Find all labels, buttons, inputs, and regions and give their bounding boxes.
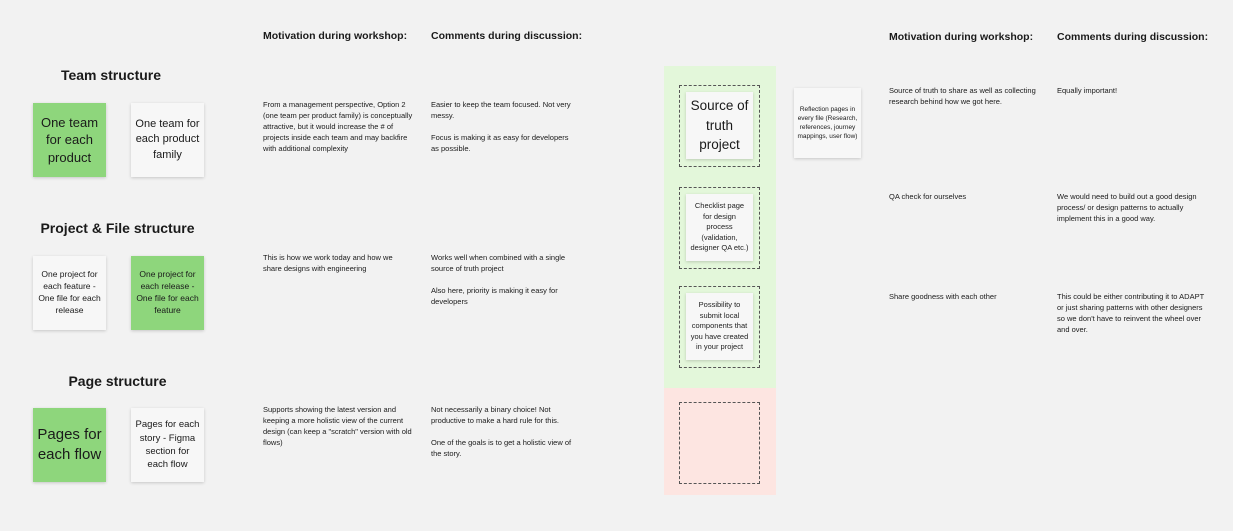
- sticky-note-reflection[interactable]: [794, 88, 861, 158]
- section-title-team-structure: Team structure: [60, 67, 162, 83]
- comments-text: Equally important!: [1057, 86, 1118, 95]
- sticky-note-text: One project for each feature - One file for each release: [38, 269, 101, 315]
- sticky-note-text: One project for each release - One file for each feature: [136, 269, 199, 315]
- sticky-note-text: Reflection pages in every file (Research, references, journey mappings, user flow): [797, 105, 858, 141]
- sticky-note-text: Possibility to submit local components that you have created in your project: [690, 300, 749, 352]
- motivation-text: QA check for ourselves: [889, 192, 967, 201]
- sticky-note-text: One team for each product family: [135, 117, 200, 161]
- motivation-text: This is how we work today and how we share designs with engineering: [263, 253, 393, 273]
- sticky-note-option-b[interactable]: [131, 408, 204, 482]
- motivation-text: From a management perspective, Option 2 (one team per product family) is conceptually attractive, but it would increase the # of projects inside each team and may backfire with additional complexity: [263, 100, 413, 153]
- sticky-note-text: Pages for each story - Figma section for each flow: [135, 419, 200, 471]
- sticky-note-text: One team for each product: [40, 114, 99, 165]
- motivation-text: Supports showing the latest version and keeping a more holistic view of the current design (can keep a "scratch" version with old flows): [263, 405, 412, 447]
- comments-text: This could be either contributing it to ADAPT or just sharing patterns with other designers so we don't have to reinvent the wheel over and over.: [1057, 292, 1205, 334]
- comments-text: Not necessarily a binary choice! Not productive to make a hard rule for this. One of the goals is to get a holistic view of the story.: [431, 405, 572, 458]
- comments-text: Easier to keep the team focused. Not very messy. Focus is making it as easy for developers as possible.: [431, 100, 571, 153]
- sticky-note-option-a[interactable]: [33, 256, 106, 330]
- comments-header: Comments during discussion:: [1057, 31, 1209, 43]
- sticky-note-option-b[interactable]: [131, 103, 204, 177]
- dashed-frame-empty: [679, 402, 760, 484]
- comments-text: Works well when combined with a single source of truth project Also here, priority is making it easy for developers: [431, 253, 566, 306]
- motivation-header: Motivation during workshop:: [263, 30, 408, 42]
- sticky-note-checklist[interactable]: [686, 194, 753, 261]
- sticky-note-text: Checklist page for design process (validation, designer QA etc.): [690, 201, 749, 253]
- sticky-note-option-a[interactable]: [33, 103, 106, 177]
- sticky-note-text: Pages for each flow: [37, 425, 102, 463]
- sticky-note-text: Source of truth project: [690, 98, 749, 153]
- sticky-note-local-components[interactable]: [686, 293, 753, 360]
- motivation-text: Source of truth to share as well as collecting research behind how we got here.: [889, 86, 1036, 106]
- comments-text: We would need to build out a good design process/ or design patterns to actually implement this in a good way.: [1057, 192, 1197, 223]
- comments-header: Comments during discussion:: [431, 30, 583, 42]
- motivation-header: Motivation during workshop:: [889, 31, 1034, 43]
- section-title-project-file-structure: Project & File structure: [40, 220, 195, 236]
- sticky-note-option-b[interactable]: [131, 256, 204, 330]
- section-title-page-structure: Page structure: [68, 373, 167, 389]
- sticky-note-source-of-truth[interactable]: [686, 92, 753, 159]
- sticky-note-option-a[interactable]: [33, 408, 106, 482]
- motivation-text: Share goodness with each other: [889, 292, 997, 301]
